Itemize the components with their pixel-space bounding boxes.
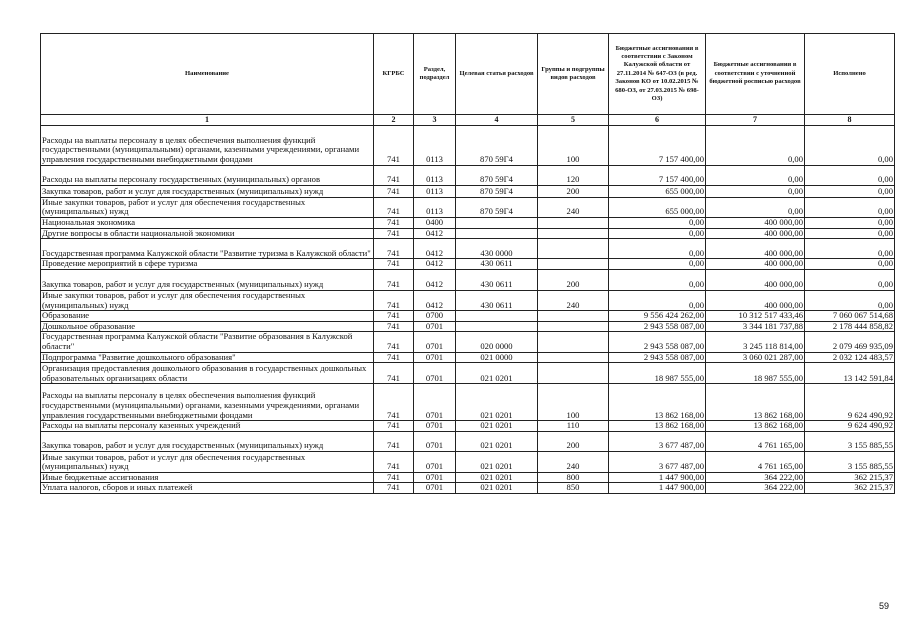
cell-executed: 2 178 444 858,82 (805, 321, 895, 332)
cell-budget-refined: 400 000,00 (706, 239, 805, 259)
cell-budget-law: 0,00 (609, 228, 706, 239)
cell-name: Уплата налогов, сборов и иных платежей (41, 483, 374, 494)
cell-group (538, 228, 609, 239)
cell-kgrbs: 741 (374, 363, 414, 384)
cell-group (538, 311, 609, 322)
cell-executed: 0,00 (805, 259, 895, 270)
cell-budget-refined: 13 862 168,00 (706, 384, 805, 421)
cell-executed: 0,00 (805, 290, 895, 310)
cell-budget-refined: 4 761 165,00 (706, 451, 805, 472)
header-kgrbs: КГРБС (374, 34, 414, 115)
colnum: 5 (538, 115, 609, 126)
cell-kgrbs: 741 (374, 311, 414, 322)
cell-name: Другие вопросы в области национальной экономики (41, 228, 374, 239)
cell-target: 021 0201 (456, 421, 538, 432)
cell-section: 0412 (414, 239, 456, 259)
cell-target (456, 311, 538, 322)
cell-budget-refined: 0,00 (706, 165, 805, 185)
cell-section: 0701 (414, 421, 456, 432)
budget-table (40, 33, 895, 494)
cell-budget-refined: 3 245 118 814,00 (706, 332, 805, 352)
cell-name: Расходы на выплаты персоналу государственных (муниципальных) органов (41, 165, 374, 185)
cell-kgrbs: 741 (374, 421, 414, 432)
cell-executed: 362 215,37 (805, 472, 895, 483)
cell-budget-law: 1 447 900,00 (609, 483, 706, 494)
header-row (41, 34, 895, 115)
cell-name: Расходы на выплаты персоналу в целях обеспечения выполнения функций государственными (муниципальными) органами, казенными учреждениями, органами управления государственными внебюджетными фондами (41, 125, 374, 165)
header-budget-law: Бюджетные ассигнования в соответствии с Законом Калужской области от 27.11.2014 № 647-ОЗ (в ред. Законов КО от 10.02.2015 № 680-ОЗ, от 27.03.2015 № 698-ОЗ) (609, 34, 706, 115)
table-row (41, 228, 895, 239)
cell-name: Организация предоставления дошкольного образования в государственных дошкольных образовательных организациях области (41, 363, 374, 384)
cell-kgrbs: 741 (374, 125, 414, 165)
cell-name: Иные бюджетные ассигнования (41, 472, 374, 483)
cell-name: Иные закупки товаров, работ и услуг для обеспечения государственных (муниципальных) нужд (41, 290, 374, 310)
cell-name: Дошкольное образование (41, 321, 374, 332)
cell-executed: 7 060 067 514,68 (805, 311, 895, 322)
cell-name: Закупка товаров, работ и услуг для государственных (муниципальных) нужд (41, 269, 374, 290)
cell-executed: 3 155 885,55 (805, 451, 895, 472)
cell-executed: 0,00 (805, 217, 895, 228)
cell-name: Закупка товаров, работ и услуг для государственных (муниципальных) нужд (41, 431, 374, 451)
cell-group: 200 (538, 185, 609, 197)
cell-budget-refined: 18 987 555,00 (706, 363, 805, 384)
cell-name: Иные закупки товаров, работ и услуг для обеспечения государственных (муниципальных) нужд (41, 197, 374, 217)
cell-section: 0113 (414, 165, 456, 185)
cell-target: 021 0201 (456, 431, 538, 451)
cell-kgrbs: 741 (374, 228, 414, 239)
cell-name: Национальная экономика (41, 217, 374, 228)
cell-budget-refined: 10 312 517 433,46 (706, 311, 805, 322)
cell-budget-law: 2 943 558 087,00 (609, 352, 706, 363)
cell-section: 0701 (414, 321, 456, 332)
cell-budget-law: 0,00 (609, 239, 706, 259)
cell-budget-refined: 0,00 (706, 185, 805, 197)
cell-kgrbs: 741 (374, 269, 414, 290)
header-budget-refined: Бюджетные ассигнования в соответствии с уточненной бюджетной росписью расходов (706, 34, 805, 115)
table-row (41, 269, 895, 290)
cell-executed: 9 624 490,92 (805, 421, 895, 432)
cell-budget-refined: 3 060 021 287,00 (706, 352, 805, 363)
cell-group: 240 (538, 451, 609, 472)
colnum: 6 (609, 115, 706, 126)
cell-budget-refined: 400 000,00 (706, 290, 805, 310)
cell-group (538, 363, 609, 384)
cell-target: 870 59Г4 (456, 185, 538, 197)
header-groups: Группы и подгруппы видов расходов (538, 34, 609, 115)
colnum: 4 (456, 115, 538, 126)
cell-name: Иные закупки товаров, работ и услуг для обеспечения государственных (муниципальных) нужд (41, 451, 374, 472)
cell-kgrbs: 741 (374, 185, 414, 197)
cell-budget-law: 655 000,00 (609, 185, 706, 197)
cell-name: Проведение мероприятий в сфере туризма (41, 259, 374, 270)
cell-budget-law: 3 677 487,00 (609, 431, 706, 451)
cell-budget-refined: 400 000,00 (706, 228, 805, 239)
cell-budget-law: 7 157 400,00 (609, 165, 706, 185)
cell-kgrbs: 741 (374, 197, 414, 217)
cell-section: 0412 (414, 228, 456, 239)
cell-group: 110 (538, 421, 609, 432)
cell-target: 021 0201 (456, 451, 538, 472)
colnum: 2 (374, 115, 414, 126)
cell-section: 0412 (414, 290, 456, 310)
cell-name: Образование (41, 311, 374, 322)
cell-executed: 0,00 (805, 125, 895, 165)
header-section: Раздел, подраздел (414, 34, 456, 115)
cell-executed: 0,00 (805, 269, 895, 290)
cell-executed: 0,00 (805, 185, 895, 197)
cell-executed: 2 079 469 935,09 (805, 332, 895, 352)
table-row (41, 311, 895, 322)
column-number-row (41, 115, 895, 126)
cell-budget-refined: 0,00 (706, 197, 805, 217)
table-row (41, 431, 895, 451)
cell-executed: 3 155 885,55 (805, 431, 895, 451)
cell-kgrbs: 741 (374, 239, 414, 259)
table-row (41, 352, 895, 363)
cell-budget-refined: 3 344 181 737,88 (706, 321, 805, 332)
cell-budget-refined: 400 000,00 (706, 217, 805, 228)
table-row (41, 472, 895, 483)
cell-target (456, 321, 538, 332)
cell-target: 430 0611 (456, 269, 538, 290)
cell-name: Закупка товаров, работ и услуг для государственных (муниципальных) нужд (41, 185, 374, 197)
cell-executed: 362 215,37 (805, 483, 895, 494)
cell-budget-refined: 13 862 168,00 (706, 421, 805, 432)
cell-executed: 9 624 490,92 (805, 384, 895, 421)
table-row (41, 332, 895, 352)
cell-target (456, 217, 538, 228)
cell-target: 020 0000 (456, 332, 538, 352)
cell-target: 021 0201 (456, 472, 538, 483)
cell-budget-refined: 400 000,00 (706, 269, 805, 290)
cell-executed: 2 032 124 483,57 (805, 352, 895, 363)
cell-executed: 0,00 (805, 197, 895, 217)
cell-group: 850 (538, 483, 609, 494)
table-row (41, 185, 895, 197)
table-row (41, 259, 895, 270)
cell-target: 021 0201 (456, 363, 538, 384)
table-row (41, 363, 895, 384)
cell-section: 0113 (414, 125, 456, 165)
cell-group: 200 (538, 431, 609, 451)
cell-budget-refined: 364 222,00 (706, 472, 805, 483)
cell-kgrbs: 741 (374, 332, 414, 352)
table-row (41, 125, 895, 165)
cell-target: 870 59Г4 (456, 197, 538, 217)
cell-budget-law: 13 862 168,00 (609, 421, 706, 432)
cell-section: 0701 (414, 352, 456, 363)
colnum: 7 (706, 115, 805, 126)
table-row (41, 197, 895, 217)
cell-group: 120 (538, 165, 609, 185)
header-executed: Исполнено (805, 34, 895, 115)
cell-group (538, 332, 609, 352)
cell-budget-law: 0,00 (609, 217, 706, 228)
cell-section: 0412 (414, 259, 456, 270)
cell-budget-refined: 0,00 (706, 125, 805, 165)
cell-name: Подпрограмма "Развитие дошкольного образования" (41, 352, 374, 363)
cell-group (538, 239, 609, 259)
cell-budget-law: 0,00 (609, 259, 706, 270)
cell-section: 0701 (414, 363, 456, 384)
cell-kgrbs: 741 (374, 472, 414, 483)
cell-budget-law: 18 987 555,00 (609, 363, 706, 384)
colnum: 3 (414, 115, 456, 126)
cell-budget-law: 655 000,00 (609, 197, 706, 217)
cell-section: 0701 (414, 431, 456, 451)
cell-group (538, 321, 609, 332)
cell-kgrbs: 741 (374, 290, 414, 310)
cell-target: 021 0000 (456, 352, 538, 363)
cell-kgrbs: 741 (374, 483, 414, 494)
cell-budget-law: 9 556 424 262,00 (609, 311, 706, 322)
cell-executed: 13 142 591,84 (805, 363, 895, 384)
table-row (41, 483, 895, 494)
table-row (41, 421, 895, 432)
table-row (41, 217, 895, 228)
table-row (41, 290, 895, 310)
cell-target: 870 59Г4 (456, 165, 538, 185)
cell-kgrbs: 741 (374, 321, 414, 332)
cell-kgrbs: 741 (374, 259, 414, 270)
cell-group: 800 (538, 472, 609, 483)
cell-executed: 0,00 (805, 239, 895, 259)
cell-group: 200 (538, 269, 609, 290)
table-row (41, 239, 895, 259)
cell-section: 0113 (414, 185, 456, 197)
cell-kgrbs: 741 (374, 384, 414, 421)
header-name: Наименование (41, 34, 374, 115)
cell-kgrbs: 741 (374, 352, 414, 363)
cell-target: 021 0201 (456, 384, 538, 421)
cell-section: 0412 (414, 269, 456, 290)
cell-budget-law: 0,00 (609, 290, 706, 310)
cell-section: 0113 (414, 197, 456, 217)
cell-section: 0701 (414, 451, 456, 472)
cell-budget-law: 0,00 (609, 269, 706, 290)
table-row (41, 384, 895, 421)
cell-budget-law: 2 943 558 087,00 (609, 332, 706, 352)
cell-budget-law: 3 677 487,00 (609, 451, 706, 472)
cell-target: 021 0201 (456, 483, 538, 494)
cell-budget-law: 1 447 900,00 (609, 472, 706, 483)
cell-budget-law: 7 157 400,00 (609, 125, 706, 165)
table-row (41, 165, 895, 185)
cell-name: Государственная программа Калужской области "Развитие туризма в Калужской области" (41, 239, 374, 259)
cell-budget-refined: 400 000,00 (706, 259, 805, 270)
cell-budget-law: 2 943 558 087,00 (609, 321, 706, 332)
cell-kgrbs: 741 (374, 165, 414, 185)
cell-group: 240 (538, 197, 609, 217)
cell-target: 430 0611 (456, 259, 538, 270)
cell-target (456, 228, 538, 239)
colnum: 8 (805, 115, 895, 126)
cell-executed: 0,00 (805, 228, 895, 239)
cell-section: 0700 (414, 311, 456, 322)
table-body (41, 125, 895, 493)
cell-group (538, 259, 609, 270)
table-row (41, 451, 895, 472)
cell-budget-refined: 364 222,00 (706, 483, 805, 494)
cell-group (538, 352, 609, 363)
colnum: 1 (41, 115, 374, 126)
cell-target: 870 59Г4 (456, 125, 538, 165)
cell-name: Расходы на выплаты персоналу в целях обеспечения выполнения функций государственными (муниципальными) органами, казенными учреждениями, органами управления государственными внебюджетными фондами (41, 384, 374, 421)
cell-kgrbs: 741 (374, 217, 414, 228)
cell-kgrbs: 741 (374, 451, 414, 472)
cell-kgrbs: 741 (374, 431, 414, 451)
cell-section: 0701 (414, 384, 456, 421)
cell-group: 100 (538, 384, 609, 421)
cell-name: Расходы на выплаты персоналу казенных учреждений (41, 421, 374, 432)
cell-budget-law: 13 862 168,00 (609, 384, 706, 421)
cell-target: 430 0611 (456, 290, 538, 310)
table-row (41, 321, 895, 332)
cell-group: 100 (538, 125, 609, 165)
cell-group: 240 (538, 290, 609, 310)
cell-section: 0701 (414, 332, 456, 352)
cell-executed: 0,00 (805, 165, 895, 185)
cell-budget-refined: 4 761 165,00 (706, 431, 805, 451)
cell-section: 0400 (414, 217, 456, 228)
cell-group (538, 217, 609, 228)
cell-target: 430 0000 (456, 239, 538, 259)
cell-section: 0701 (414, 472, 456, 483)
cell-name: Государственная программа Калужской области "Развитие образования в Калужской области" (41, 332, 374, 352)
header-target: Целевая статья расходов (456, 34, 538, 115)
cell-section: 0701 (414, 483, 456, 494)
page-number: 59 (879, 601, 890, 611)
